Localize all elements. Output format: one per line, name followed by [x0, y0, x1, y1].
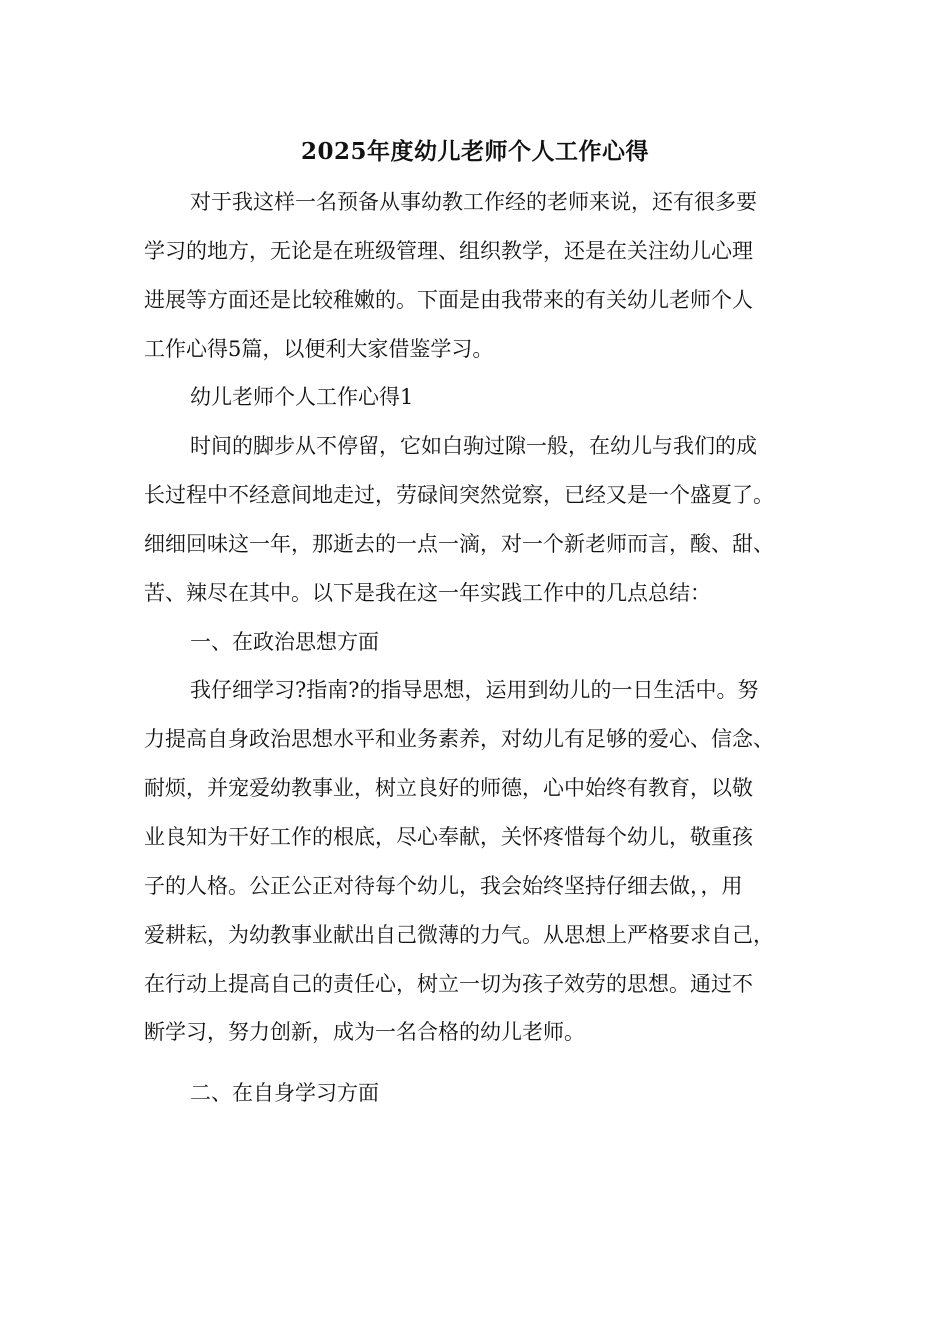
- paragraph-line: 对于我这样一名预备从事幼教工作经的老师来说，还有很多要: [190, 190, 757, 214]
- document-body: [144, 178, 834, 1118]
- paragraph-line: 在行动上提高自己的责任心，树立一切为孩子效劳的思想。通过不: [144, 971, 753, 996]
- paragraph-line: 时间的脚步从不停留，它如白驹过隙一般，在幼儿与我们的成: [190, 434, 757, 459]
- paragraph-line: 学习的地方，无论是在班级管理、组织教学，还是在关注幼儿心理: [144, 238, 753, 263]
- section-heading: 二、在自身学习方面: [190, 1081, 379, 1106]
- paragraph-line: 我仔细学习?指南?的指导思想，运用到幼儿的一日生活中。努: [190, 678, 759, 703]
- paragraph-gap: [144, 1057, 834, 1069]
- paragraph-line: 长过程中不经意间地走过，劳碌间突然觉察，已经又是一个盛夏了。: [144, 483, 774, 508]
- paragraph-line: 工作心得5篇，以便利大家借鉴学习。: [144, 336, 494, 361]
- paragraph-line: 细细回味这一年，那逝去的一点一滴，对一个新老师而言，酸、甜、: [144, 531, 774, 556]
- section-heading: 幼儿老师个人工作心得1: [190, 385, 414, 410]
- paragraph-line: 耐烦，并宠爱幼教事业，树立良好的师德，心中始终有教育，以敬: [144, 776, 753, 801]
- paragraph-line: 苦、辣尽在其中。以下是我在这一年实践工作中的几点总结：: [144, 580, 711, 605]
- paragraph-line: 业良知为干好工作的根底，尽心奉献，关怀疼惜每个幼儿，敬重孩: [144, 824, 753, 849]
- paragraph-line: 爱耕耘，为幼教事业献出自己微薄的力气。从思想上严格要求自己，: [144, 922, 774, 947]
- document-title: 2025年度幼儿老师个人工作心得: [300, 138, 649, 165]
- section-heading: 一、在政治思想方面: [190, 629, 379, 654]
- paragraph-line: 进展等方面还是比较稚嫩的。下面是由我带来的有关幼儿老师个人: [144, 287, 753, 312]
- paragraph-line: 子的人格。公正公正对待每个幼儿，我会始终坚持仔细去做，，用: [144, 873, 743, 898]
- paragraph-line: 力提高自身政治思想水平和业务素养，对幼儿有足够的爱心、信念、: [144, 727, 774, 752]
- paragraph-line: 断学习，努力创新，成为一名合格的幼儿老师。: [144, 1020, 585, 1045]
